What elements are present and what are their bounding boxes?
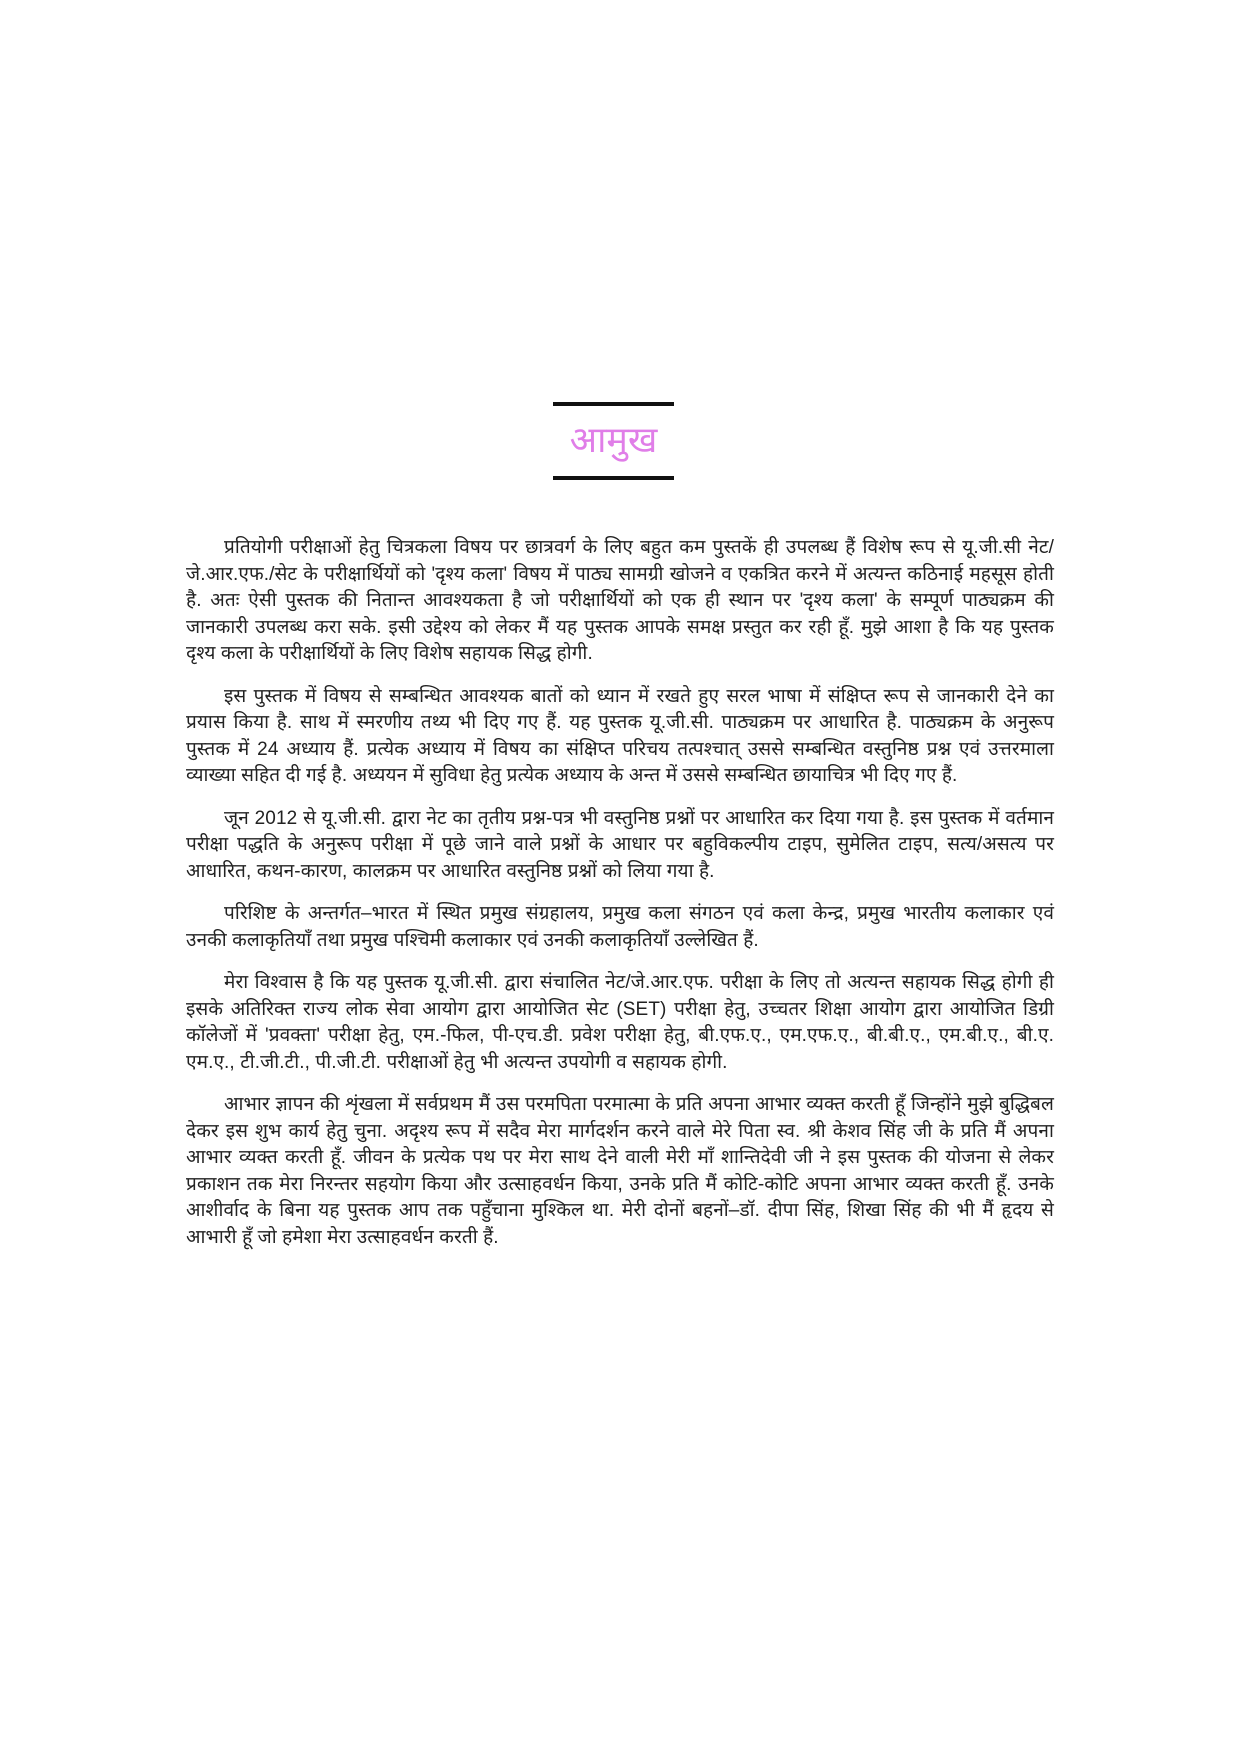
title-top-rule: [553, 402, 674, 406]
paragraph-exam-pattern: जून 2012 से यू.जी.सी. द्वारा नेट का तृतीय प्रश्न-पत्र भी वस्तुनिष्ठ प्रश्नों पर आधारित कर दिया गया है. इस पुस्तक में वर्तमान परीक्षा पद्धति के अनुरूप परीक्षा में पूछे जाने वाले प्रश्नों के आधार पर बहुविकल्पीय टाइप, सुमेलित टाइप, सत्य/असत्य पर आधारित, कथन-कारण, कालक्रम पर आधारित वस्तुनिष्ठ प्रश्नों को लिया गया है.: [186, 807, 1054, 882]
paragraph-intro: प्रतियोगी परीक्षाओं हेतु चित्रकला विषय पर छात्रवर्ग के लिए बहुत कम पुस्तकें ही उपलब्ध हैं विशेष रूप से यू.जी.सी नेट/जे.आर.एफ./सेट के परीक्षार्थियों को 'दृश्य कला' विषय में पाठ्य सामग्री खोजने व एकत्रित करने में अत्यन्त कठिनाई महसूस होती है. अतः ऐसी पुस्तक की नितान्त आवश्यकता है जो परीक्षार्थियों को एक ही स्थान पर 'दृश्य कला' के सम्पूर्ण पाठ्यक्रम की जानकारी उपलब्ध करा सके. इसी उद्देश्य को लेकर मैं यह पुस्तक आपके समक्ष प्रस्तुत कर रही हूँ. मुझे आशा है कि यह पुस्तक दृश्य कला के परीक्षार्थियों के लिए विशेष सहायक सिद्ध होगी.: [186, 537, 1054, 664]
preface-body: [186, 535, 1054, 1267]
page-title: आमुख: [569, 419, 658, 460]
paragraph-content-overview: इस पुस्तक में विषय से सम्बन्धित आवश्यक बातों को ध्यान में रखते हुए सरल भाषा में संक्षिप्त रूप से जानकारी देने का प्रयास किया है. साथ में स्मरणीय तथ्य भी दिए गए हैं. यह पुस्तक यू.जी.सी. पाठ्यक्रम पर आधारित है. पाठ्यक्रम के अनुरूप पुस्तक में 24 अध्याय हैं. प्रत्येक अध्याय में विषय का संक्षिप्त परिचय तत्पश्चात् उससे सम्बन्धित वस्तुनिष्ठ प्रश्न एवं उत्तरमाला व्याख्या सहित दी गई है. अध्ययन में सुविधा हेतु प्रत्येक अध्याय के अन्त में उससे सम्बन्धित छायाचित्र भी दिए गए हैं.: [186, 685, 1054, 786]
title-block: [553, 402, 674, 482]
paragraph-acknowledgement: आभार ज्ञापन की शृंखला में सर्वप्रथम मैं उस परमपिता परमात्मा के प्रति अपना आभार व्यक्त करती हूँ जिन्होंने मुझे बुद्धिबल देकर इस शुभ कार्य हेतु चुना. अदृश्य रूप में सदैव मेरा मार्गदर्शन करने वाले मेरे पिता स्व. श्री केशव सिंह जी के प्रति मैं अपना आभार व्यक्त करती हूँ. जीवन के प्रत्येक पथ पर मेरा साथ देने वाली मेरी माँ शान्तिदेवी जी ने इस पुस्तक की योजना से लेकर प्रकाशन तक मेरा निरन्तर सहयोग किया और उत्साहवर्धन किया, उनके प्रति मैं कोटि-कोटि अपना आभार व्यक्त करती हूँ. उनके आशीर्वाद के बिना यह पुस्तक आप तक पहुँचाना मुश्किल था. मेरी दोनों बहनों–डॉ. दीपा सिंह, शिखा सिंह की भी मैं हृदय से आभारी हूँ जो हमेशा मेरा उत्साहवर्धन करती हैं.: [186, 1094, 1054, 1248]
paragraph-usefulness: मेरा विश्वास है कि यह पुस्तक यू.जी.सी. द्वारा संचालित नेट/जे.आर.एफ. परीक्षा के लिए तो अत्यन्त सहायक सिद्ध होगी ही इसके अतिरिक्त राज्य लोक सेवा आयोग द्वारा आयोजित सेट (SET) परीक्षा हेतु, उच्चतर शिक्षा आयोग द्वारा आयोजित डिग्री कॉलेजों में 'प्रवक्ता' परीक्षा हेतु, एम.-फिल, पी-एच.डी. प्रवेश परीक्षा हेतु, बी.एफ.ए., एम.एफ.ए., बी.बी.ए., एम.बी.ए., बी.ए. एम.ए., टी.जी.टी., पी.जी.टी. परीक्षाओं हेतु भी अत्यन्त उपयोगी व सहायक होगी.: [186, 972, 1054, 1073]
title-bottom-rule: [553, 476, 674, 480]
paragraph-appendix: परिशिष्ट के अन्तर्गत–भारत में स्थित प्रमुख संग्रहालय, प्रमुख कला संगठन एवं कला केन्द्र, प्रमुख भारतीय कलाकार एवं उनकी कलाकृतियाँ तथा प्रमुख पश्चिमी कलाकार एवं उनकी कलाकृतियाँ उल्लेखित हैं.: [186, 903, 1054, 951]
